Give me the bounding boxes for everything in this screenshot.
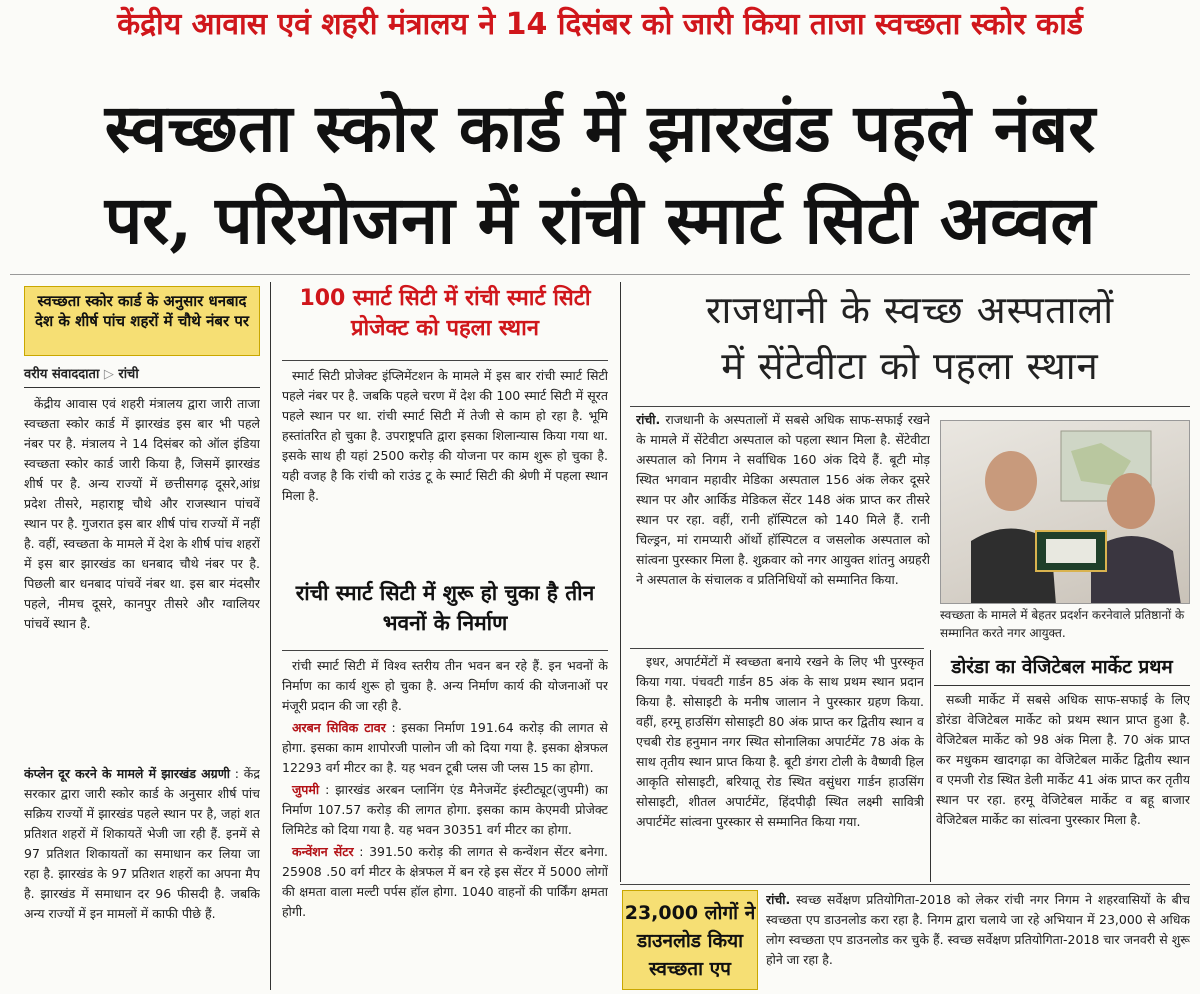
right-lead: रांची. bbox=[636, 412, 661, 427]
middle-subheading: रांची स्मार्ट सिटी में शुरू हो चुका है तीन भवनों के निर्माण bbox=[295, 581, 595, 635]
bottom-lead: रांची. bbox=[766, 892, 791, 907]
right-paragraph-1 bbox=[636, 410, 930, 590]
middle-paragraph-1: स्मार्ट सिटी प्रोजेक्ट इंप्लिमेंटशन के मामले में इस बार रांची स्मार्ट सिटी पहले नंबर पर है. जबकि पहले चरण में देश की 100 स्मार्ट सिटी में सूरत पहले स्थान पर था. रांची स्मार्ट सिटी में तेजी से काम हो रहा है. भूमि हस्तांतरित हो चुका है. उपराष्ट्रपति द्वारा इसका शिलान्यास किया गया था. इसके साथ ही यहां 2500 करोड़ की योजना पर काम शुरू हो चुका है. यही वजह है कि रांची को राउंड टू के स्मार्ट सिटी की श्रेणी में पहला स्थान मिला है. bbox=[282, 368, 608, 503]
middle-item-2 bbox=[282, 780, 608, 840]
bottom-strip-rule bbox=[620, 884, 1190, 885]
item-1-lead: अरबन सिविक टावर bbox=[292, 720, 386, 735]
award-photo-illustration bbox=[941, 421, 1190, 604]
market-paragraph: सब्जी मार्केट में सबसे अधिक साफ-सफाई के लिए डोरंडा वेजिटेबल मार्केट को प्रथम स्थान प्राप्त हुआ है. वेजिटेबल मार्केट को 98 अंक मिला है. 70 अंक प्राप्त कर मधुकम खादगढ़ा का वेजिटेबल मार्केट द्वितीय स्थान व एमजी रोड स्थित डेली मार्केट 41 अंक प्राप्त कर तृतीय स्थान पर रहा. हरमू वेजिटेबल मार्केट व बहू बाजार वेजिटेबल मार्केट का सांत्वना पुरस्कार मिला है. bbox=[936, 692, 1190, 827]
byline bbox=[24, 364, 260, 388]
left-article-body bbox=[24, 394, 260, 762]
market-heading: डोरंडा का वेजिटेबल मार्केट प्रथम bbox=[934, 654, 1190, 686]
left-highlight-box: स्वच्छता स्कोर कार्ड के अनुसार धनबाद देश के शीर्ष पांच शहरों में चौथे नंबर पर bbox=[24, 286, 260, 356]
item-2-lead: जुपमी bbox=[292, 782, 320, 797]
photo-caption: स्वच्छता के मामले में बेहतर प्रदर्शन करनेवाले प्रतिष्ठानों के सम्मानित करते नगर आयुक्त. bbox=[940, 608, 1185, 640]
item-3-lead: कन्वेंशन सेंटर bbox=[292, 844, 354, 859]
middle-item-3 bbox=[282, 842, 608, 922]
headline-line-2: पर, परियोजना में रांची स्मार्ट सिटी अव्वल bbox=[104, 181, 1096, 259]
headline-line-1: स्वच्छता स्कोर कार्ड में झारखंड पहले नंबर bbox=[104, 89, 1096, 167]
right-heading-line-2: में सेंटेवीटा को पहला स्थान bbox=[721, 344, 1099, 388]
right-heading-rule bbox=[630, 406, 1190, 407]
middle-item-1 bbox=[282, 718, 608, 778]
headline-divider bbox=[10, 274, 1190, 275]
middle-heading: 100 स्मार्ट सिटी में रांची स्मार्ट सिटी प्रोजेक्ट को पहला स्थान bbox=[299, 286, 591, 341]
right-heading bbox=[630, 282, 1190, 402]
award-photo bbox=[940, 420, 1190, 604]
left-sub-text: : केंद्र सरकार द्वारा जारी स्कोर कार्ड के अनुसार शीर्ष पांच सक्रिय राज्यों में झारखंड पहले स्थान पर है, जहां शत प्रतिशत शहरों में शिकायतें भेजी जा रही हैं. इनमें से 97 प्रतिशत शिकायतों का समाधान कर लिया जा रहा है. झारखंड के 97 प्रतिशत शहरों का अपना मैप है. झारखंड में समाधान दर 96 फीसदी है. जबकि अन्य राज्यों में इन मामलों में काफी पीछे हैं. bbox=[24, 766, 260, 921]
left-sub-paragraph bbox=[24, 764, 260, 924]
right-inner-divider bbox=[930, 650, 931, 882]
bottom-paragraph bbox=[766, 890, 1190, 970]
right-heading-line-1: राजधानी के स्वच्छ अस्पतालों bbox=[705, 288, 1115, 332]
main-headline bbox=[0, 82, 1200, 266]
middle-para-2-block bbox=[282, 656, 608, 990]
column-divider-2 bbox=[620, 282, 621, 882]
right-para-2 bbox=[636, 652, 924, 886]
middle-heading-rule bbox=[282, 360, 608, 361]
middle-para-1 bbox=[282, 366, 608, 566]
middle-subheading-rule bbox=[282, 650, 608, 651]
app-download-box: 23,000 लोगों ने डाउनलोड किया स्वच्छता एप bbox=[622, 890, 758, 990]
item-2-text: : झारखंड अरबन प्लानिंग एंड मैनेजमेंट इंस्टीट्यूट(जुपमी) का निर्माण 107.57 करोड़ की लागत होगा. इसका काम केएमवी प्रोजेक्ट लिमिटेड को दिया गया है. यह भवन 30351 वर्ग मीटर का होगा. bbox=[282, 782, 608, 837]
right-paragraph-2: इधर, अपार्टमेंटों में स्वच्छता बनाये रखने के लिए भी पुरस्कृत किया गया. पंचवटी गार्डन 85 अंक के साथ प्रथम स्थान प्रदान किया है. सोसाइटी के मनीष जालान ने पुरस्कार ग्रहण किया. वहीं, हरमू हाउसिंग सोसाइटी 80 अंक प्राप्त कर द्वितीय स्थान व एचबी रोड हनुमान नगर स्थित सोनालिका अपार्टमेंट 78 अंक के साथ तृतीय स्थान प्राप्त किया है. बूटी डंगरा टोली के वैष्णवी हिल आकृति सोसाइटी, बरियातू रोड स्थित वसुंधरा गार्डन हाउसिंग सोसाइटी, शीतल अपार्टमेंट, हिंदपीढ़ी स्थित लक्ष्मी सावित्री अपार्टमेंट सांत्वना पुरस्कार से सम्मानित किया गया. bbox=[636, 654, 924, 829]
middle-paragraph-2: रांची स्मार्ट सिटी में विश्व स्तरीय तीन भवन बन रहे हैं. इन भवनों के निर्माण का कार्य शुरू हो चुका है. अन्य निर्माण कार्य की योजनाओं पर मंजूरी प्रदान की जा रही है. bbox=[282, 658, 608, 713]
left-sub-section bbox=[24, 764, 260, 990]
right-para-rule bbox=[630, 648, 924, 649]
left-paragraph-1: केंद्रीय आवास एवं शहरी मंत्रालय द्वारा जारी ताजा स्वच्छता स्कोर कार्ड में झारखंड इस बार भी पहले नंबर पर है. मंत्रालय ने 14 दिसंबर को ऑल इंडिया स्वच्छता स्कोर कार्ड जारी किया है, जिसमें झारखंड शीर्ष पर है. अन्य राज्यों में छत्तीसगढ़ दूसरे,आंध्र प्रदेश तीसरे, महाराष्ट्र चौथे और राजस्थान पांचवें स्थान पर है. गुजरात इस बार शीर्ष पांच राज्यों में नहीं है. वहीं, स्वच्छता के मामले में देश के शीर्ष पांच शहरों में इस बार झारखंड का धनबाद चौथे नंबर पर है. पिछली बार धनबाद पांचवें नंबर था. इस बार मंदसौर पहले, नीमच दूसरे, कानपुर तीसरे और ग्वालियर पांचवें स्थान है. bbox=[24, 396, 260, 631]
bottom-para bbox=[766, 890, 1190, 990]
right-para-1-text: राजधानी के अस्पतालों में सबसे अधिक साफ-सफाई रखने के मामले में सेंटेवीटा अस्पताल को पहला स्थान मिला है. सेंटेवीटा अस्पताल को निगम ने सर्वाधिक 160 अंक दिये हैं. बूटी मोड़ स्थित भगवान महावीर मेडिका अस्पताल 156 अंक लेकर दूसरे स्थान पर और आर्किड मेडिकल सेंटर 148 अंक प्राप्त कर तीसरे स्थान पर रहा. वहीं, रानी हॉस्पिटल को 140 मिले हैं. रानी चिल्ड्रन, मां रामप्यारी ऑर्थो हॉस्पिटल व जसलोक अस्पताल को सांत्वना पुरस्कार मिला है. शुक्रवार को नगर आयुक्त शांतनु अग्रहरी ने अस्पताल के संचालक व प्रतिनिधियों को सम्मानित किया. bbox=[636, 412, 930, 587]
market-para bbox=[936, 690, 1190, 886]
left-sub-lead: कंप्लेन दूर करने के मामले में झारखंड अग्रणी bbox=[24, 766, 230, 781]
bottom-text: स्वच्छ सर्वेक्षण प्रतियोगिता-2018 को लेकर रांची नगर निगम ने शहरवासियों के बीच स्वच्छता एप डाउनलोड करा रहा है. निगम द्वारा चलाये जा रहे अभियान में 23,000 से अधिक लोग स्वच्छता एप डाउनलोड कर चुके हैं. स्वच्छ सर्वेक्षण प्रतियोगिता-2018 चार जनवरी से शुरू होने जा रहा है. bbox=[766, 892, 1190, 967]
byline-arrow-icon: ▷ bbox=[103, 367, 114, 382]
byline-name: वरीय संवाददाता bbox=[24, 367, 100, 382]
kicker-headline: केंद्रीय आवास एवं शहरी मंत्रालय ने 14 दिसंबर को जारी किया ताजा स्वच्छता स्कोर कार्ड bbox=[117, 7, 1083, 42]
right-para-1 bbox=[636, 410, 930, 646]
column-divider-1 bbox=[270, 282, 271, 990]
item-3-text: : 391.50 करोड़ की लागत से कन्वेंशन सेंटर बनेगा. 25908 .50 वर्ग मीटर के क्षेत्रफल में बन रहे इस सेंटर में 5000 लोगों की क्षमता वाला मल्टी पर्पस हॉल होगा. 1040 वाहनों की पार्किंग क्षमता होगी. bbox=[282, 844, 608, 919]
byline-city: रांची bbox=[118, 367, 139, 382]
item-1-text: : इसका निर्माण 191.64 करोड़ की लागत से होगा. इसका काम शापोरजी पालोन जी को दिया गया है. इसका क्षेत्रफल 12293 वर्ग मीटर का है. यह भवन टूबी प्लस जी प्लस 15 का होगा. bbox=[282, 720, 608, 775]
